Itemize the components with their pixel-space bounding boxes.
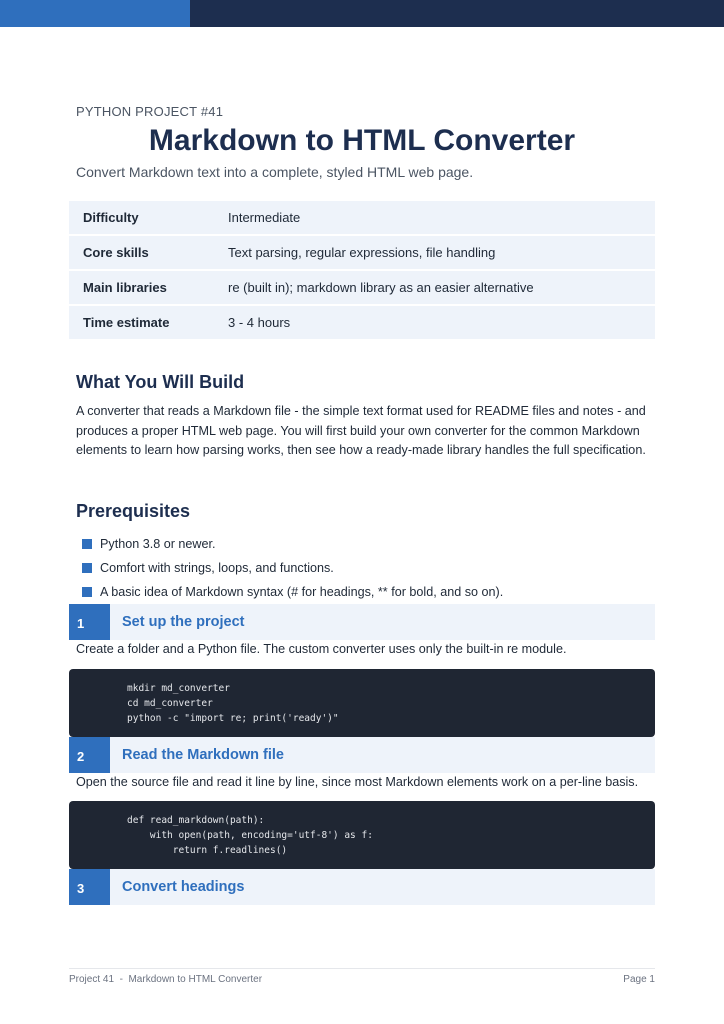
footer-divider	[69, 968, 655, 969]
step-header-1	[69, 604, 655, 640]
project-eyebrow: PYTHON PROJECT #41	[76, 104, 224, 119]
page-title: Markdown to HTML Converter	[148, 124, 576, 157]
step-description: Create a folder and a Python file. The custom converter uses only the built-in re module.	[76, 642, 567, 656]
code-text: mkdir md_converter cd md_converter python -c "import re; print('ready')"	[127, 683, 339, 724]
bullet-square-icon	[82, 539, 92, 549]
meta-row-difficulty	[69, 201, 655, 235]
list-item: A basic idea of Markdown syntax (# for headings, ** for bold, and so on).	[82, 580, 503, 604]
section-heading-prerequisites: Prerequisites	[76, 501, 191, 521]
step-number: 3	[69, 869, 110, 905]
top-banner	[0, 0, 724, 27]
step-number: 2	[69, 737, 110, 773]
meta-key: Core skills	[69, 235, 214, 270]
step-header-2	[69, 737, 655, 773]
meta-row-core-skills	[69, 235, 655, 270]
page-subtitle: Convert Markdown text into a complete, styled HTML web page.	[76, 164, 474, 180]
step-title: Read the Markdown file	[122, 747, 284, 763]
meta-key: Main libraries	[69, 270, 214, 305]
section-heading-build: What You Will Build	[76, 372, 245, 392]
footer-page-number: Page 1	[623, 974, 655, 985]
top-banner-accent	[0, 0, 190, 27]
meta-row-main-libraries	[69, 270, 655, 305]
build-description: A converter that reads a Markdown file - the simple text format used for README files and notes - and produces a proper HTML web page. You will first build your own converter for the common Markdown elements to learn how parsing works, then see how a ready-made library handles the full specification.	[76, 404, 646, 457]
bullet-square-icon	[82, 587, 92, 597]
list-item: Comfort with strings, loops, and functions.	[82, 556, 503, 580]
code-text: def read_markdown(path): with open(path, encoding='utf-8') as f: return f.readlines()	[127, 815, 373, 856]
step-description: Open the source file and read it line by line, since most Markdown elements work on a per-line basis.	[76, 775, 639, 789]
meta-value: re (built in); markdown library as an easier alternative	[214, 270, 655, 305]
bullet-square-icon	[82, 563, 92, 573]
prerequisites-list	[82, 532, 503, 604]
code-block	[69, 801, 655, 869]
meta-value: 3 - 4 hours	[214, 305, 655, 340]
project-meta-table	[69, 201, 655, 341]
step-number: 1	[69, 604, 110, 640]
meta-value: Text parsing, regular expressions, file handling	[214, 235, 655, 270]
step-header-3	[69, 869, 655, 905]
code-block	[69, 669, 655, 737]
meta-row-time-estimate	[69, 305, 655, 340]
list-item: Python 3.8 or newer.	[82, 532, 503, 556]
meta-key: Time estimate	[69, 305, 214, 340]
meta-key: Difficulty	[69, 201, 214, 235]
meta-value: Intermediate	[214, 201, 655, 235]
step-title: Set up the project	[122, 614, 245, 630]
step-title: Convert headings	[122, 879, 245, 895]
footer-project-label: Project 41 - Markdown to HTML Converter	[69, 974, 263, 985]
